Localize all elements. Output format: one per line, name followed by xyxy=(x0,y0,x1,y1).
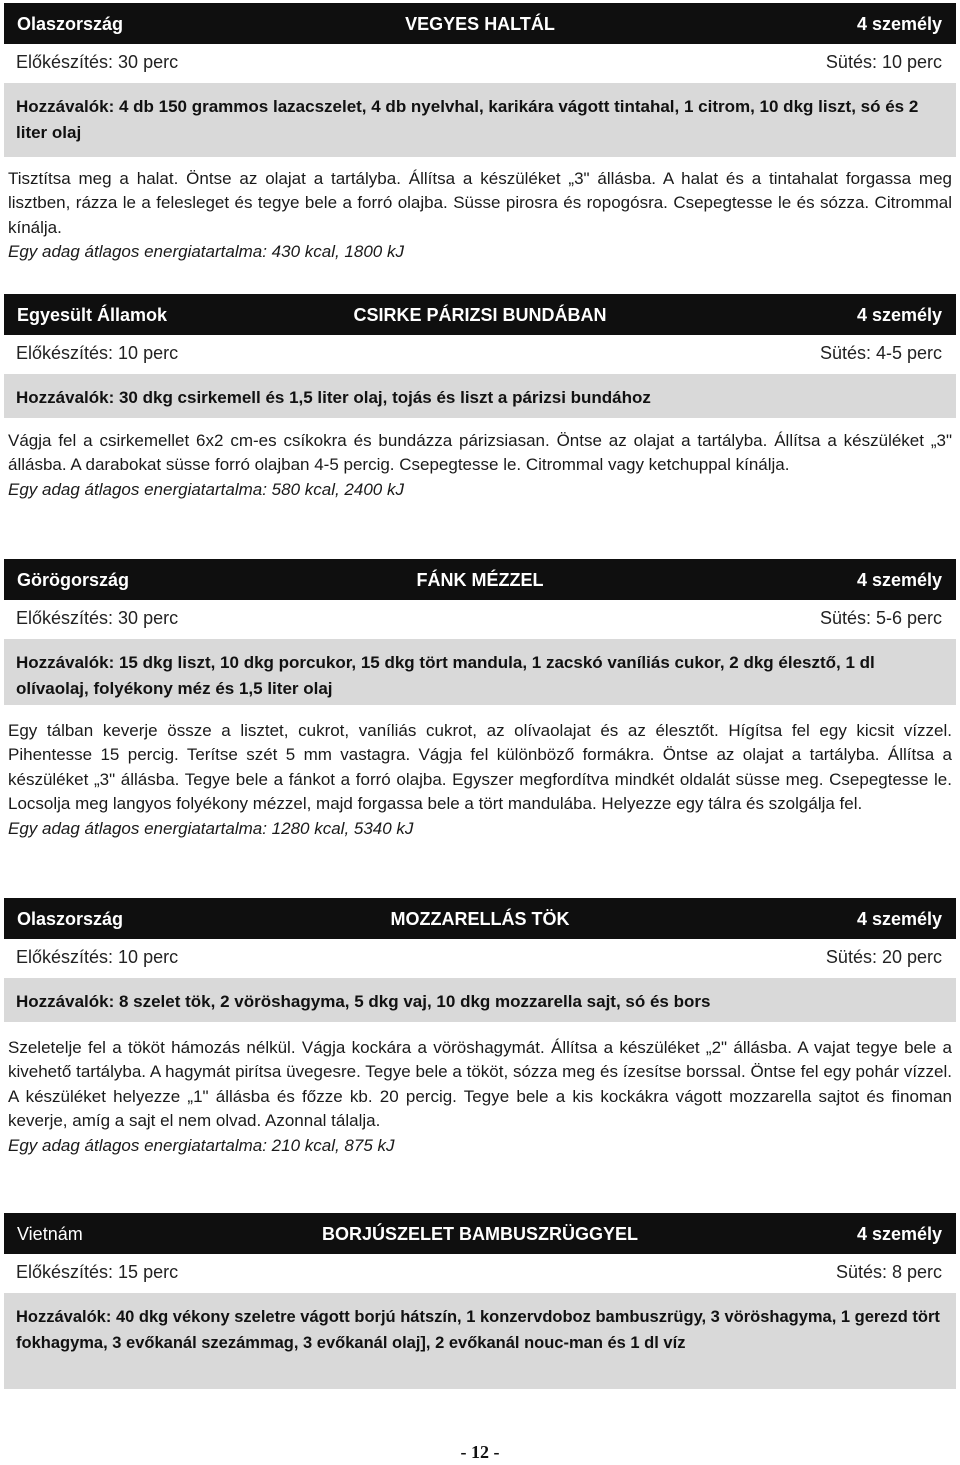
recipe-title-bar xyxy=(4,1213,956,1254)
recipe-title-bar xyxy=(4,898,956,939)
recipe-time-row xyxy=(4,939,956,973)
recipe-time-row xyxy=(4,335,956,369)
recipe-country: Görögország xyxy=(17,570,130,590)
recipe-instructions-text: Egy tálban keverje össze a lisztet, cukrot, vaníliás cukrot, az olívaolajat és az élesztőt. Hígítsa fel egy kicsit vízzel. Pihentesse 15 percig. Terítse szét 5 mm vastagra. Vágja fel különböző formákra. Öntse az olajat a tartályba. Állítsa a készüléket „3" állásba. Tegye bele a fánkot a forró olajba. Egyszer megfordítva mindkét oldalát süsse meg. Csepegtesse le. Locsolja meg langyos folyékony mézzel, majd forgassa bele a tört mandulába. Helyezze egy tálra és szolgálja fel. xyxy=(8,721,952,814)
recipe-cook-time: Sütés: 20 perc xyxy=(825,947,942,967)
recipe-dish-name: VEGYES HALTÁL xyxy=(405,14,555,34)
recipe-cook-time: Sütés: 4-5 perc xyxy=(819,343,942,363)
recipe-energy: Egy adag átlagos energiatartalma: 1280 kcal, 5340 kJ xyxy=(8,818,414,838)
recipe-dish-name: CSIRKE PÁRIZSI BUNDÁBAN xyxy=(353,305,607,325)
recipe-prep-time: Előkészítés: 10 perc xyxy=(16,947,179,967)
recipe-dish-name: BORJÚSZELET BAMBUSZRÜGGYEL xyxy=(321,1224,638,1244)
recipe-ingredients: Hozzávalók: 4 db 150 grammos lazacszelet, 4 db nyelvhal, karikára vágott tintahal, 1 citrom, 10 dkg liszt, só és 2 liter olaj xyxy=(4,83,956,157)
recipe-instructions-text: Vágja fel a csirkemellet 6x2 cm-es csíkokra és bundázza párizsiasan. Öntse az olajat a tartályba. Állítsa a készüléket „3" állásba. A darabokat süsse forró olajban 4-5 percig. Csepegtesse le. Citrommal vagy ketchuppal kínálja. xyxy=(8,431,952,475)
recipe-dish-name: MOZZARELLÁS TÖK xyxy=(390,909,570,929)
recipe-ingredients: Hozzávalók: 30 dkg csirkemell és 1,5 liter olaj, tojás és liszt a párizsi bundához xyxy=(4,374,956,418)
recipe-country: Olaszország xyxy=(17,909,124,929)
recipe-cook-time: Sütés: 10 perc xyxy=(825,52,942,72)
recipe-dish-name: FÁNK MÉZZEL xyxy=(416,570,544,590)
recipe-ingredients: Hozzávalók: 8 szelet tök, 2 vöröshagyma, 5 dkg vaj, 10 dkg mozzarella sajt, só és bors xyxy=(4,978,956,1022)
recipe-energy: Egy adag átlagos energiatartalma: 430 kcal, 1800 kJ xyxy=(8,242,404,262)
recipe-prep-time: Előkészítés: 30 perc xyxy=(16,608,179,628)
page-number: - 12 - xyxy=(460,1442,500,1462)
recipe-servings: 4 személy xyxy=(856,570,942,590)
recipe-ingredients: Hozzávalók: 15 dkg liszt, 10 dkg porcukor, 15 dkg tört mandula, 1 zacskó vaníliás cukor, 2 dkg élesztő, 1 dl olívaolaj, folyékony méz és 1,5 liter olaj xyxy=(4,639,956,705)
recipe-instructions-text: Tisztítsa meg a halat. Öntse az olajat a tartályba. Állítsa a készüléket „3" állásba. A halat és a tintahalat forgassa meg lisztben, rázza le a felesleget és tegye bele a forró olajba. Süsse pirosra és ropogósra. Csepegtesse le és sózza. Citrommal kínálja. xyxy=(8,169,952,237)
recipe-ingredients: Hozzávalók: 40 dkg vékony szeletre vágott borjú hátszín, 1 konzervdoboz bambuszrügy, 3 vöröshagyma, 1 gerezd tört fokhagyma, 3 evőkanál szezámmag, 3 evőkanál olaj], 2 evőkanál nouc-man és 1 dl víz xyxy=(4,1293,956,1389)
recipe-instructions xyxy=(8,167,952,265)
recipe-prep-time: Előkészítés: 10 perc xyxy=(16,343,179,363)
recipe-energy: Egy adag átlagos energiatartalma: 580 kcal, 2400 kJ xyxy=(8,479,404,499)
recipe-title-bar xyxy=(4,559,956,600)
recipe-servings: 4 személy xyxy=(856,305,942,325)
recipe-time-row xyxy=(4,600,956,634)
recipe-time-row xyxy=(4,44,956,78)
recipe-instructions-text: Szeletelje fel a tököt hámozás nélkül. Vágja kockára a vöröshagymát. Állítsa a készüléket „2" állásba. A vajat tegye bele a kivehető tartályba. A hagymát pirítsa üvegesre. Tegye bele a tököt, sózza meg és ízesítse borssal. Öntse fel egy pohár vízzel. A készüléket helyezze „1" állásba és főzze kb. 20 percig. Tegye bele a kis kockákra vágott mozzarella sajtot és finoman keverje, amíg a sajt el nem olvad. Azonnal tálalja. xyxy=(8,1038,952,1131)
recipe-servings: 4 személy xyxy=(856,909,942,929)
recipe-country: Egyesült Államok xyxy=(17,305,168,325)
recipe-cook-time: Sütés: 8 perc xyxy=(835,1262,942,1282)
recipe-time-row xyxy=(4,1254,956,1288)
recipe-instructions xyxy=(8,719,952,841)
recipe-country: Olaszország xyxy=(17,14,124,34)
recipe-prep-time: Előkészítés: 30 perc xyxy=(16,52,179,72)
recipe-energy: Egy adag átlagos energiatartalma: 210 kcal, 875 kJ xyxy=(8,1135,395,1155)
recipe-country: Vietnám xyxy=(17,1224,83,1244)
recipe-prep-time: Előkészítés: 15 perc xyxy=(16,1262,179,1282)
recipe-title-bar xyxy=(4,3,956,44)
recipe-title-bar xyxy=(4,294,956,335)
recipe-instructions xyxy=(8,1036,952,1158)
recipe-cook-time: Sütés: 5-6 perc xyxy=(819,608,942,628)
recipe-servings: 4 személy xyxy=(856,1224,942,1244)
recipe-servings: 4 személy xyxy=(856,14,942,34)
recipe-instructions xyxy=(8,429,952,502)
